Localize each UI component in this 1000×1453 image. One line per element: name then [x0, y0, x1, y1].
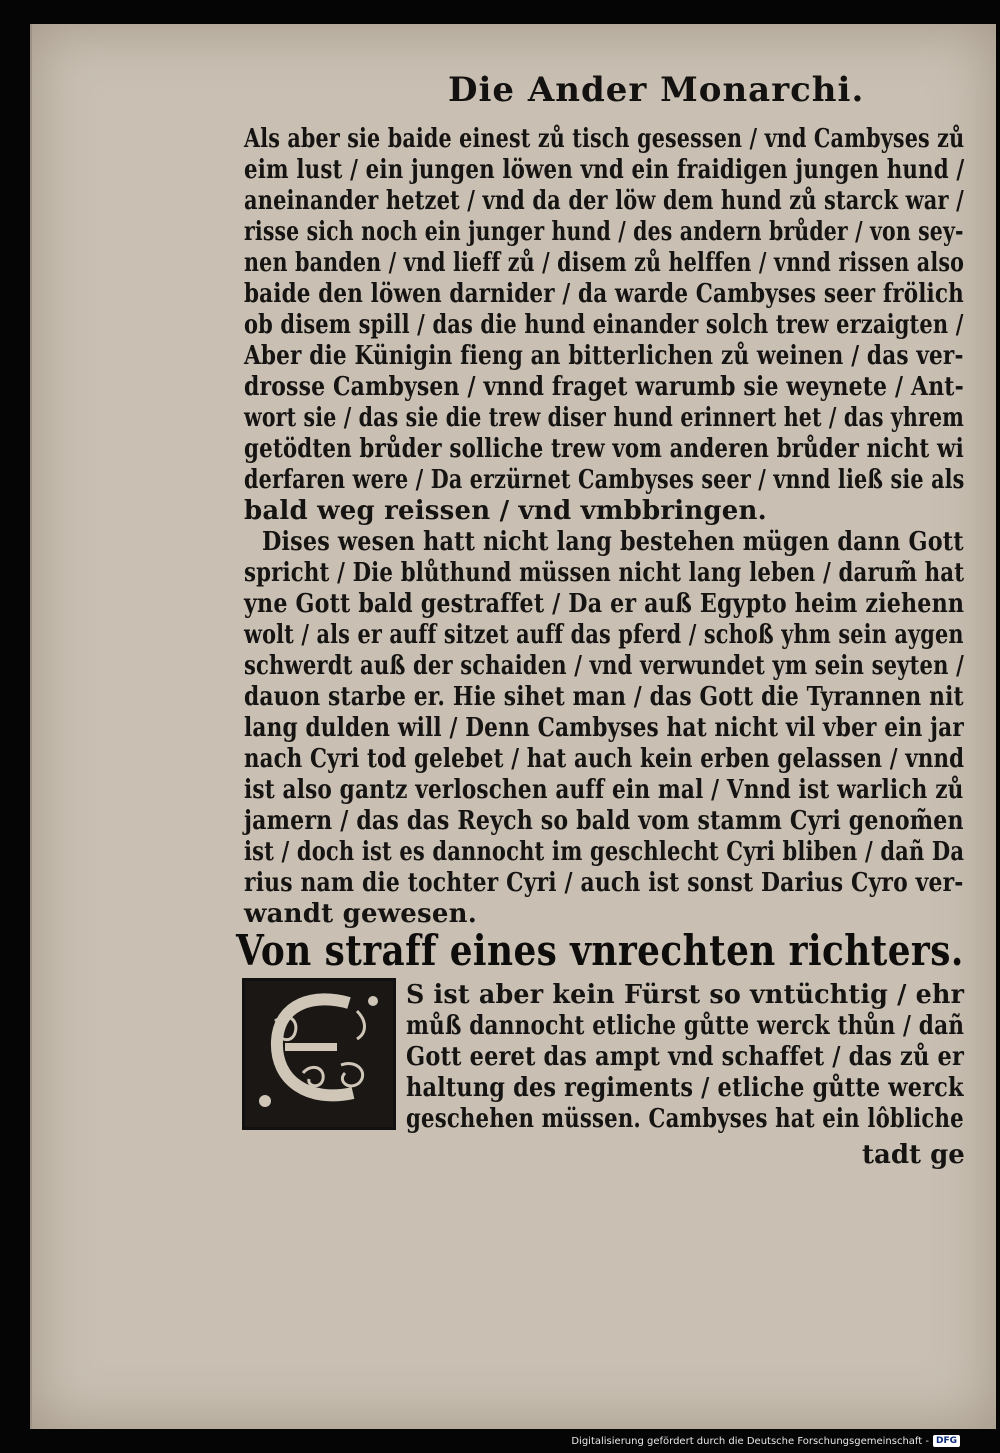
text-line: wolt / als er auff sitzet auff das pferd / schoß yhm sein aygen: [244, 620, 964, 650]
text-line: schwerdt auß der schaiden / vnd verwundet ym sein seyten /: [244, 651, 964, 681]
text-line: nach Cyri tod gelebet / hat auch kein erben gelassen / vnnd: [244, 744, 965, 774]
text-line: geschehen müssen. Cambyses hat ein lôbliche: [406, 1104, 964, 1134]
footer-text: Digitalisierung gefördert durch die Deutsche Forschungsgemeinschaft -: [571, 1435, 929, 1447]
text-line: derfaren were / Da erzürnet Cambyses seer / vnnd ließ sie als: [244, 465, 965, 495]
text-line: Aber die Künigin fieng an bitterlichen zů weinen / das ver-: [244, 341, 964, 371]
text-line: S ist aber kein Fürst so vntüchtig / ehr: [406, 980, 965, 1010]
text-line: Gott eeret das ampt vnd schaffet / das zů er: [406, 1042, 964, 1072]
dfg-logo-icon: DFG: [933, 1435, 960, 1447]
text-line: ist also gantz verloschen auff ein mal / Vnnd ist warlich zů: [244, 775, 964, 805]
text-line: drosse Cambysen / vnnd fraget warumb sie weynete / Ant-: [244, 372, 964, 402]
text-line: nen banden / vnd lieff zů / disem zů helffen / vnnd rissen also: [244, 248, 965, 278]
footer: [571, 1435, 960, 1447]
text-line: getödten brůder solliche trew vom anderen brůder nicht wi: [244, 434, 964, 464]
text-line: eim lust / ein jungen löwen vnd ein fraidigen jungen hund /: [244, 155, 965, 185]
catchword: tadt ge: [862, 1140, 965, 1170]
text-line: haltung des regiments / etliche gůtte werck: [406, 1073, 964, 1103]
text-line: risse sich noch ein junger hund / des andern brůder / von sey-: [244, 217, 964, 247]
running-head: Die Ander Monarchi.: [448, 70, 865, 110]
text-line: aneinander hetzet / vnd da der löw dem hund zů starck war /: [244, 186, 964, 216]
text-line: můß dannocht etliche gůtte werck thůn / dañ: [406, 1011, 965, 1041]
text-line: baide den löwen darnider / da warde Cambyses seer frölich: [244, 279, 964, 309]
text-line: wandt gewesen.: [244, 899, 477, 929]
text-line: lang dulden will / Denn Cambyses hat nicht vil vber ein jar: [244, 713, 964, 743]
text-line: wort sie / das sie die trew diser hund erinnert het / das yhrem: [244, 403, 965, 433]
decorated-initial-e: [242, 978, 396, 1130]
initial-e-ornament-icon: [245, 981, 393, 1127]
text-line: dauon starbe er. Hie sihet man / das Gott die Tyrannen nit: [244, 682, 964, 712]
text-line: ist / doch ist es dannocht im geschlecht Cyri bliben / dañ Da: [244, 837, 965, 867]
text-line: Als aber sie baide einest zů tisch gesessen / vnd Cambyses zů: [244, 124, 965, 154]
text-line: bald weg reissen / vnd vmbbringen.: [244, 496, 767, 526]
text-line: ob disem spill / das die hund einander solch trew erzaigten /: [244, 310, 964, 340]
section-heading: Von straff eines vnrechten richters.: [236, 926, 964, 975]
text-line: Dises wesen hatt nicht lang bestehen mügen dann Gott: [262, 527, 964, 557]
text-line: yne Gott bald gestraffet / Da er auß Egypto heim ziehenn: [244, 589, 965, 619]
text-line: rius nam die tochter Cyri / auch ist sonst Darius Cyro ver-: [244, 868, 964, 898]
text-line: jamern / das das Reych so bald vom stamm Cyri genom̃en: [244, 806, 964, 836]
text-line: spricht / Die blůthund müssen nicht lang leben / darum̃ hat: [244, 558, 965, 588]
